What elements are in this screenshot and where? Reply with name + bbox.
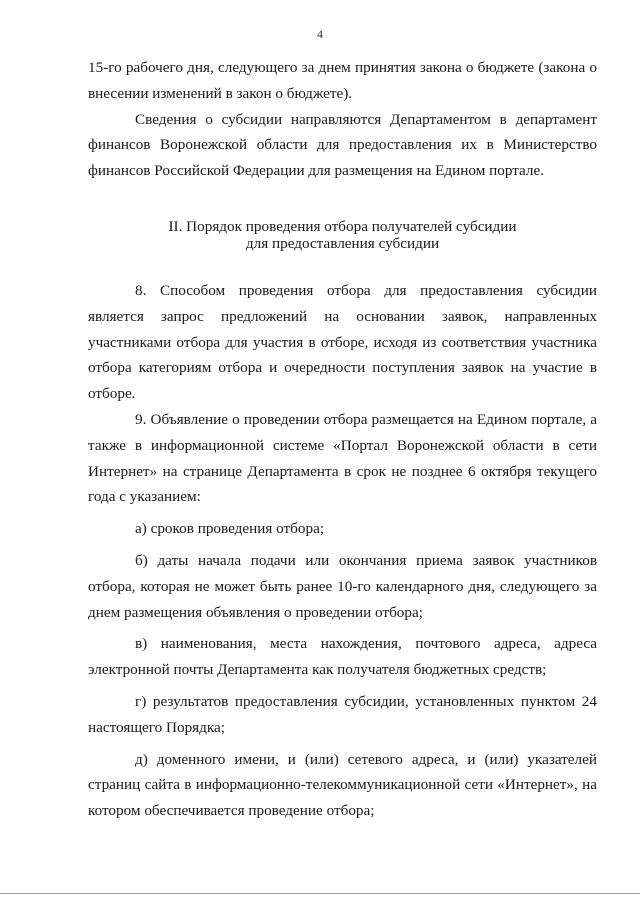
paragraph-item-9: 9. Объявление о проведении отбора размещается на Едином портале, а также в информационной системе «Портал Воронежской области в сети Интернет» на странице Департамента в срок не позднее 6 октября текущего года с указанием: bbox=[88, 410, 597, 506]
paragraph-item-8: 8. Способом проведения отбора для предоставления субсидии является запрос предложений на основании заявок, направленных участниками отбора для участия в отборе, исходя из соответствия участника отбора категориям отбора и очередности поступления заявок на участие в отборе. bbox=[88, 281, 597, 403]
list-item-v: в) наименования, места нахождения, почтового адреса, адреса электронной почты Департамента как получателя бюджетных средств; bbox=[88, 635, 597, 679]
section-heading bbox=[88, 218, 597, 252]
page-number: 4 bbox=[317, 27, 323, 41]
page-bottom-edge bbox=[0, 893, 640, 894]
section-heading-line-2: для предоставления субсидии bbox=[245, 234, 440, 252]
list-item-g: г) результатов предоставления субсидии, установленных пунктом 24 настоящего Порядка; bbox=[88, 692, 597, 736]
section-heading-line-1: II. Порядок проведения отбора получателей субсидии bbox=[168, 217, 517, 235]
list-item-d: д) доменного имени, и (или) сетевого адреса, и (или) указателей страниц сайта в информационно-телекоммуникационной сети «Интернет», на котором обеспечивается проведение отбора; bbox=[88, 750, 597, 820]
list-item-b: б) даты начала подачи или окончания приема заявок участников отбора, которая не может быть ранее 10-го календарного дня, следующего за днем размещения объявления о проведении отбора; bbox=[88, 551, 597, 621]
list-item-a: а) сроков проведения отбора; bbox=[135, 520, 325, 538]
document-body bbox=[88, 55, 597, 824]
paragraph-subsidy-info: Сведения о субсидии направляются Департаментом в департамент финансов Воронежской области для предоставления их в Министерство финансов Российской Федерации для размещения на Едином портале. bbox=[88, 110, 597, 180]
paragraph-continuation: 15-го рабочего дня, следующего за днем принятия закона о бюджете (закона о внесении изменений в закон о бюджете). bbox=[88, 59, 597, 102]
